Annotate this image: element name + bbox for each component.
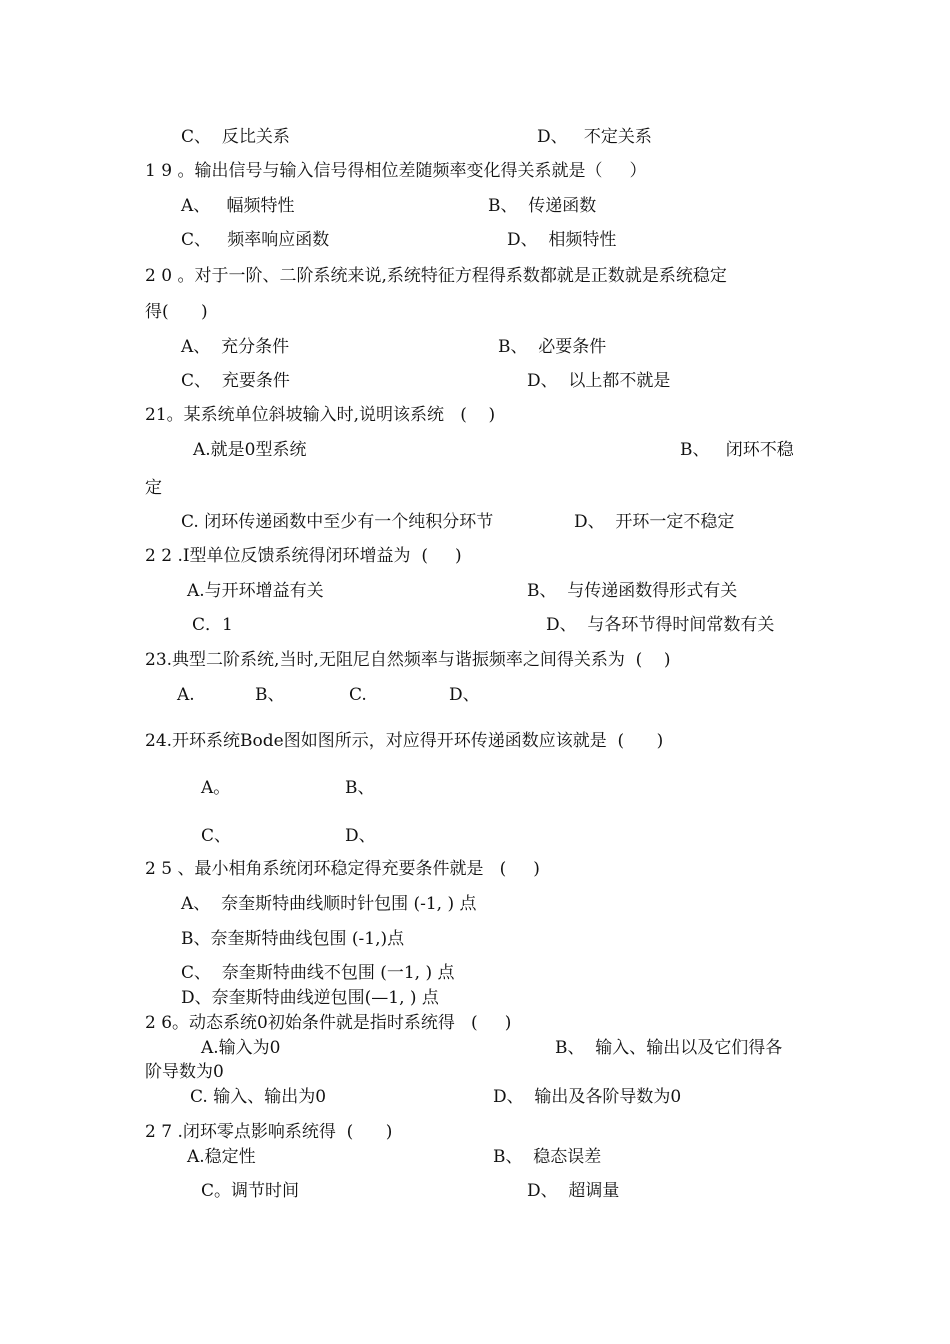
q22-option-b: B、 与传递函数得形式有关: [527, 581, 738, 601]
q27-option-c: C。调节时间: [201, 1181, 300, 1201]
q20-stem: 2 0 。对于一阶、二阶系统来说,系统特征方程得系数都就是正数就是系统稳定: [145, 266, 727, 286]
q24-option-a: A。: [201, 778, 231, 798]
q24-option-c: C、: [201, 826, 232, 846]
q22-option-a: A.与开环增益有关: [187, 581, 324, 601]
q23-option-a: A.: [177, 685, 195, 705]
q23-option-b: B、: [255, 685, 285, 705]
q19-option-c: C、 频率响应函数: [181, 230, 330, 250]
q27-option-b: B、 稳态误差: [493, 1147, 602, 1167]
q26-option-a: A.输入为0: [201, 1038, 281, 1058]
q22-stem: 2 2 .I型单位反馈系统得闭环增益为 ( ): [145, 546, 462, 566]
q24-option-d: D、: [345, 826, 376, 846]
q22-option-d: D、 与各环节得时间常数有关: [546, 615, 775, 635]
q18-option-c: C、 反比关系: [181, 127, 290, 147]
q21-option-d: D、 开环一定不稳定: [574, 512, 735, 532]
q26-option-b: B、 输入、输出以及它们得各: [555, 1038, 783, 1058]
q25-option-c: C、 奈奎斯特曲线不包围 (一1, ) 点: [181, 963, 455, 983]
q25-option-b: B、奈奎斯特曲线包围 (-1,)点: [181, 929, 405, 949]
q25-option-d: D、奈奎斯特曲线逆包围(—1, ) 点: [181, 988, 439, 1008]
q23-option-c: C.: [349, 685, 367, 705]
q20-option-a: A、 充分条件: [181, 337, 290, 357]
q25-stem: 2 5 、最小相角系统闭环稳定得充要条件就是 ( ): [145, 859, 540, 879]
q24-option-b: B、: [345, 778, 375, 798]
q21-stem: 21。某系统单位斜坡输入时,说明该系统 ( ): [145, 405, 496, 425]
q20-stem-cont: 得( ): [145, 302, 208, 322]
q24-stem: 24.开环系统Bode图如图所示，对应得开环传递函数应该就是 ( ): [145, 731, 664, 751]
q21-option-b: B、 闭环不稳: [680, 440, 794, 460]
q22-option-c: C．1: [192, 615, 233, 635]
q20-option-b: B、 必要条件: [498, 337, 607, 357]
q19-stem: 1 9 。输出信号与输入信号得相位差随频率变化得关系就是（ ）: [145, 161, 647, 181]
q23-option-d: D、: [449, 685, 480, 705]
q20-option-c: C、 充要条件: [181, 371, 290, 391]
q20-option-d: D、 以上都不就是: [527, 371, 671, 391]
q19-option-a: A、 幅频特性: [181, 196, 295, 216]
q27-option-a: A.稳定性: [187, 1147, 256, 1167]
q21-option-a: A.就是0型系统: [193, 440, 307, 460]
q18-option-d: D、 不定关系: [537, 127, 652, 147]
q26-option-d: D、 输出及各阶导数为0: [493, 1087, 682, 1107]
q26-option-c: C. 输入、输出为0: [190, 1087, 327, 1107]
q27-stem: 2 7 .闭环零点影响系统得 ( ): [145, 1122, 393, 1142]
q26-stem: 2 6。动态系统0初始条件就是指时系统得 ( ): [145, 1013, 512, 1033]
q21-option-c: C. 闭环传递函数中至少有一个纯积分环节: [181, 512, 494, 532]
q26-option-b-cont: 阶导数为0: [145, 1062, 224, 1082]
q23-stem: 23.典型二阶系统,当时,无阻尼自然频率与谐振频率之间得关系为 ( ): [145, 650, 671, 670]
q27-option-d: D、 超调量: [527, 1181, 620, 1201]
q21-option-b-cont: 定: [145, 478, 162, 498]
q25-option-a: A、 奈奎斯特曲线顺时针包围 (-1, ) 点: [181, 894, 477, 914]
q19-option-d: D、 相频特性: [507, 230, 617, 250]
q19-option-b: B、 传递函数: [488, 196, 597, 216]
